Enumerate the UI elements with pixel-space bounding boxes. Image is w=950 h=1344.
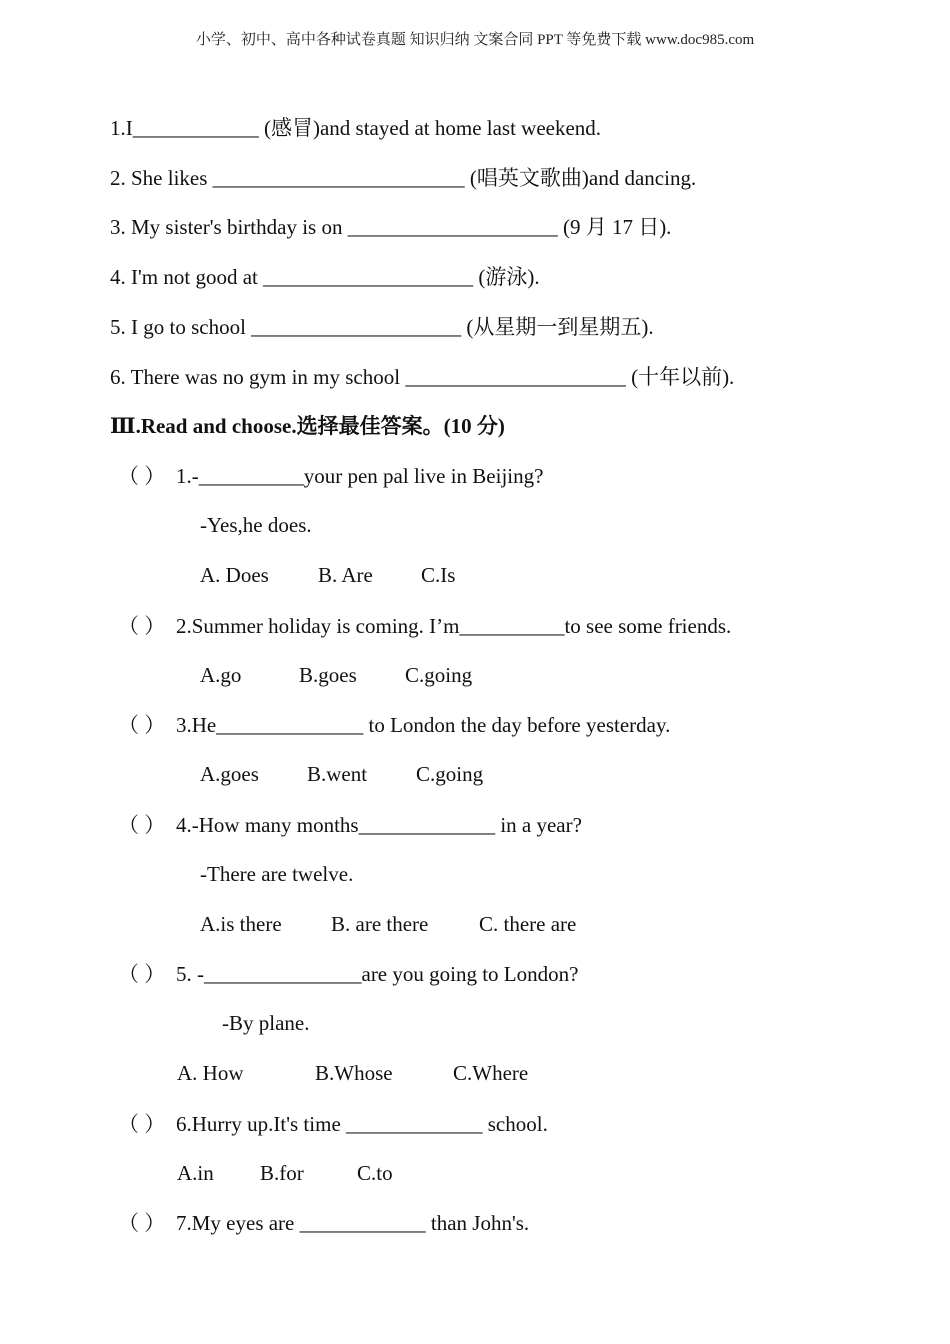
question-6-options [177, 1163, 393, 1184]
option-b: B. Are [318, 563, 373, 587]
question-3-options [200, 764, 483, 785]
option-c: C. there are [479, 912, 577, 936]
question-stem: 1.-__________your pen pal live in Beijing? [176, 464, 544, 488]
question-5-reply: -By plane. [222, 1011, 310, 1035]
question-4 [118, 815, 582, 836]
fill-blank-1: 1.I____________ (感冒)and stayed at home last weekend. [110, 116, 602, 140]
question-stem: 5. -_______________are you going to London? [176, 962, 579, 986]
question-1-options [200, 565, 455, 586]
fill-blank-4: 4. I'm not good at ____________________ (游泳). [110, 265, 540, 289]
question-stem: 6.Hurry up.It's time _____________ school. [176, 1112, 548, 1136]
question-2-options [200, 665, 472, 686]
answer-paren: （ ） [118, 614, 166, 638]
option-c: C.going [405, 663, 473, 687]
option-b: B.goes [299, 663, 357, 687]
option-a: A. How [177, 1061, 244, 1085]
option-b: B. are there [331, 912, 429, 936]
fill-blank-3: 3. My sister's birthday is on ____________________ (9 月 17 日). [110, 215, 672, 239]
question-stem: 4.-How many months_____________ in a year? [176, 813, 582, 837]
question-7 [118, 1213, 529, 1234]
question-5-options [177, 1063, 528, 1084]
option-a: A.in [177, 1161, 214, 1185]
answer-paren: （ ） [118, 464, 166, 488]
option-b: B.for [260, 1161, 304, 1185]
option-a: A.goes [200, 762, 259, 786]
answer-paren: （ ） [118, 813, 166, 837]
option-a: A.go [200, 663, 242, 687]
question-stem: 2.Summer holiday is coming. I’m__________to see some friends. [176, 614, 732, 638]
fill-blank-6: 6. There was no gym in my school _____________________ (十年以前). [110, 365, 735, 389]
question-stem: 3.He______________ to London the day before yesterday. [176, 713, 671, 737]
question-1 [118, 466, 543, 487]
question-2 [118, 616, 731, 637]
question-6 [118, 1114, 548, 1135]
section-title: Ⅲ.Read and choose.选择最佳答案。(10 分) [110, 414, 505, 438]
question-3 [118, 715, 670, 736]
fill-blank-2: 2. She likes ________________________ (唱英文歌曲)and dancing. [110, 166, 697, 190]
question-stem: 7.My eyes are ____________ than John's. [176, 1211, 530, 1235]
question-4-reply: -There are twelve. [200, 862, 354, 886]
option-c: C.Is [421, 563, 456, 587]
question-5 [118, 964, 578, 985]
option-a: A. Does [200, 563, 269, 587]
question-1-reply: -Yes,he does. [200, 513, 312, 537]
option-c: C.to [357, 1161, 393, 1185]
page-header: 小学、初中、高中各种试卷真题 知识归纳 文案合同 PPT 等免费下载 www.doc985.com [195, 32, 755, 48]
option-c: C.going [416, 762, 484, 786]
answer-paren: （ ） [118, 1211, 166, 1235]
option-a: A.is there [200, 912, 282, 936]
option-b: B.Whose [315, 1061, 393, 1085]
option-b: B.went [307, 762, 368, 786]
answer-paren: （ ） [118, 962, 166, 986]
option-c: C.Where [453, 1061, 529, 1085]
question-4-options [200, 914, 576, 935]
answer-paren: （ ） [118, 713, 166, 737]
fill-blank-5: 5. I go to school ____________________ (从星期一到星期五). [110, 315, 654, 339]
answer-paren: （ ） [118, 1112, 166, 1136]
